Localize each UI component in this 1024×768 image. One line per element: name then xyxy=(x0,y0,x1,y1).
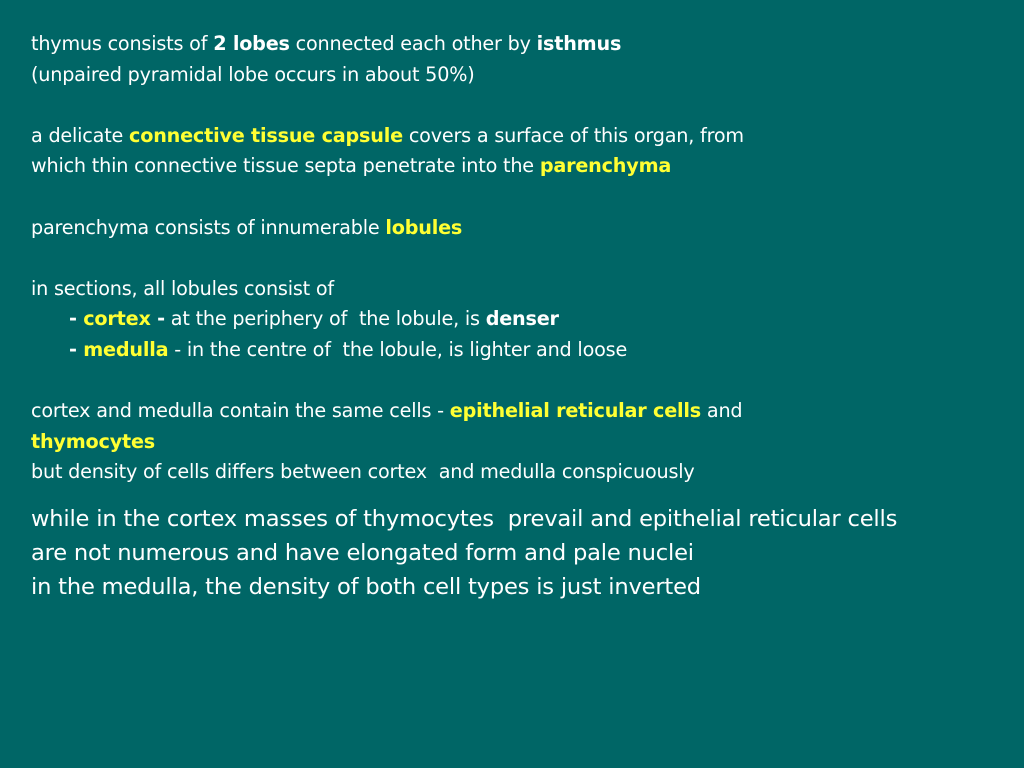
bold-term-2-lobes: 2 lobes xyxy=(213,32,290,55)
text-run: and xyxy=(701,399,743,423)
text-run: cortex and medulla contain the same cells - xyxy=(31,399,450,423)
paragraph-lobes xyxy=(31,29,1024,90)
text-line: are not numerous and have elongated form and pale nuclei xyxy=(31,539,694,566)
spacer xyxy=(31,243,1024,274)
text-line: in the medulla, the density of both cell types is just inverted xyxy=(31,573,701,600)
spacer xyxy=(31,488,1024,503)
list-item-medulla xyxy=(31,335,1024,366)
bold-term-isthmus: isthmus xyxy=(536,32,622,55)
spacer xyxy=(31,366,1024,397)
text-line: but density of cells differs between cortex and medulla conspicuously xyxy=(31,460,695,484)
text-line xyxy=(31,427,1024,458)
dash: - xyxy=(69,337,84,361)
dash: - xyxy=(150,307,165,331)
text-run: covers a surface of this organ, from xyxy=(402,123,744,147)
bold-term-denser: denser xyxy=(485,307,559,331)
text-line xyxy=(31,151,1024,182)
highlight-thymocytes: thymocytes xyxy=(31,429,156,453)
highlight-parenchyma: parenchyma xyxy=(539,154,672,178)
highlight-lobules: lobules xyxy=(385,215,463,239)
text-run: a delicate xyxy=(31,123,130,147)
dash: - xyxy=(69,307,84,331)
text-run: parenchyma consists of innumerable xyxy=(31,215,386,239)
highlight-epithelial-reticular-cells: epithelial reticular cells xyxy=(449,399,701,423)
paragraph-density xyxy=(31,503,1024,604)
text-run: at the periphery of the lobule, is xyxy=(164,307,486,331)
highlight-medulla: medulla xyxy=(83,337,169,361)
text-run: - in the centre of the lobule, is lighter and loose xyxy=(168,337,628,361)
highlight-cortex: cortex xyxy=(83,307,151,331)
text-line xyxy=(31,29,1024,60)
spacer xyxy=(31,182,1024,213)
paragraph-capsule xyxy=(31,121,1024,182)
text-run: which thin connective tissue septa penetrate into the xyxy=(31,154,540,178)
text-line: while in the cortex masses of thymocytes prevail and epithelial reticular cells xyxy=(31,505,898,532)
highlight-connective-tissue-capsule: connective tissue capsule xyxy=(129,123,403,147)
list-item-cortex xyxy=(31,304,1024,335)
paragraph-lobules xyxy=(31,213,1024,244)
spacer xyxy=(31,90,1024,121)
text-run: connected each other by xyxy=(289,32,537,55)
text-line xyxy=(31,213,1024,244)
paragraph-cells xyxy=(31,396,1024,488)
text-run: thymus consists of xyxy=(31,32,214,55)
text-line: in sections, all lobules consist of xyxy=(31,276,334,300)
text-line xyxy=(31,121,1024,152)
text-line xyxy=(31,396,1024,427)
text-line: (unpaired pyramidal lobe occurs in about 50%) xyxy=(31,62,475,86)
paragraph-sections xyxy=(31,274,1024,366)
